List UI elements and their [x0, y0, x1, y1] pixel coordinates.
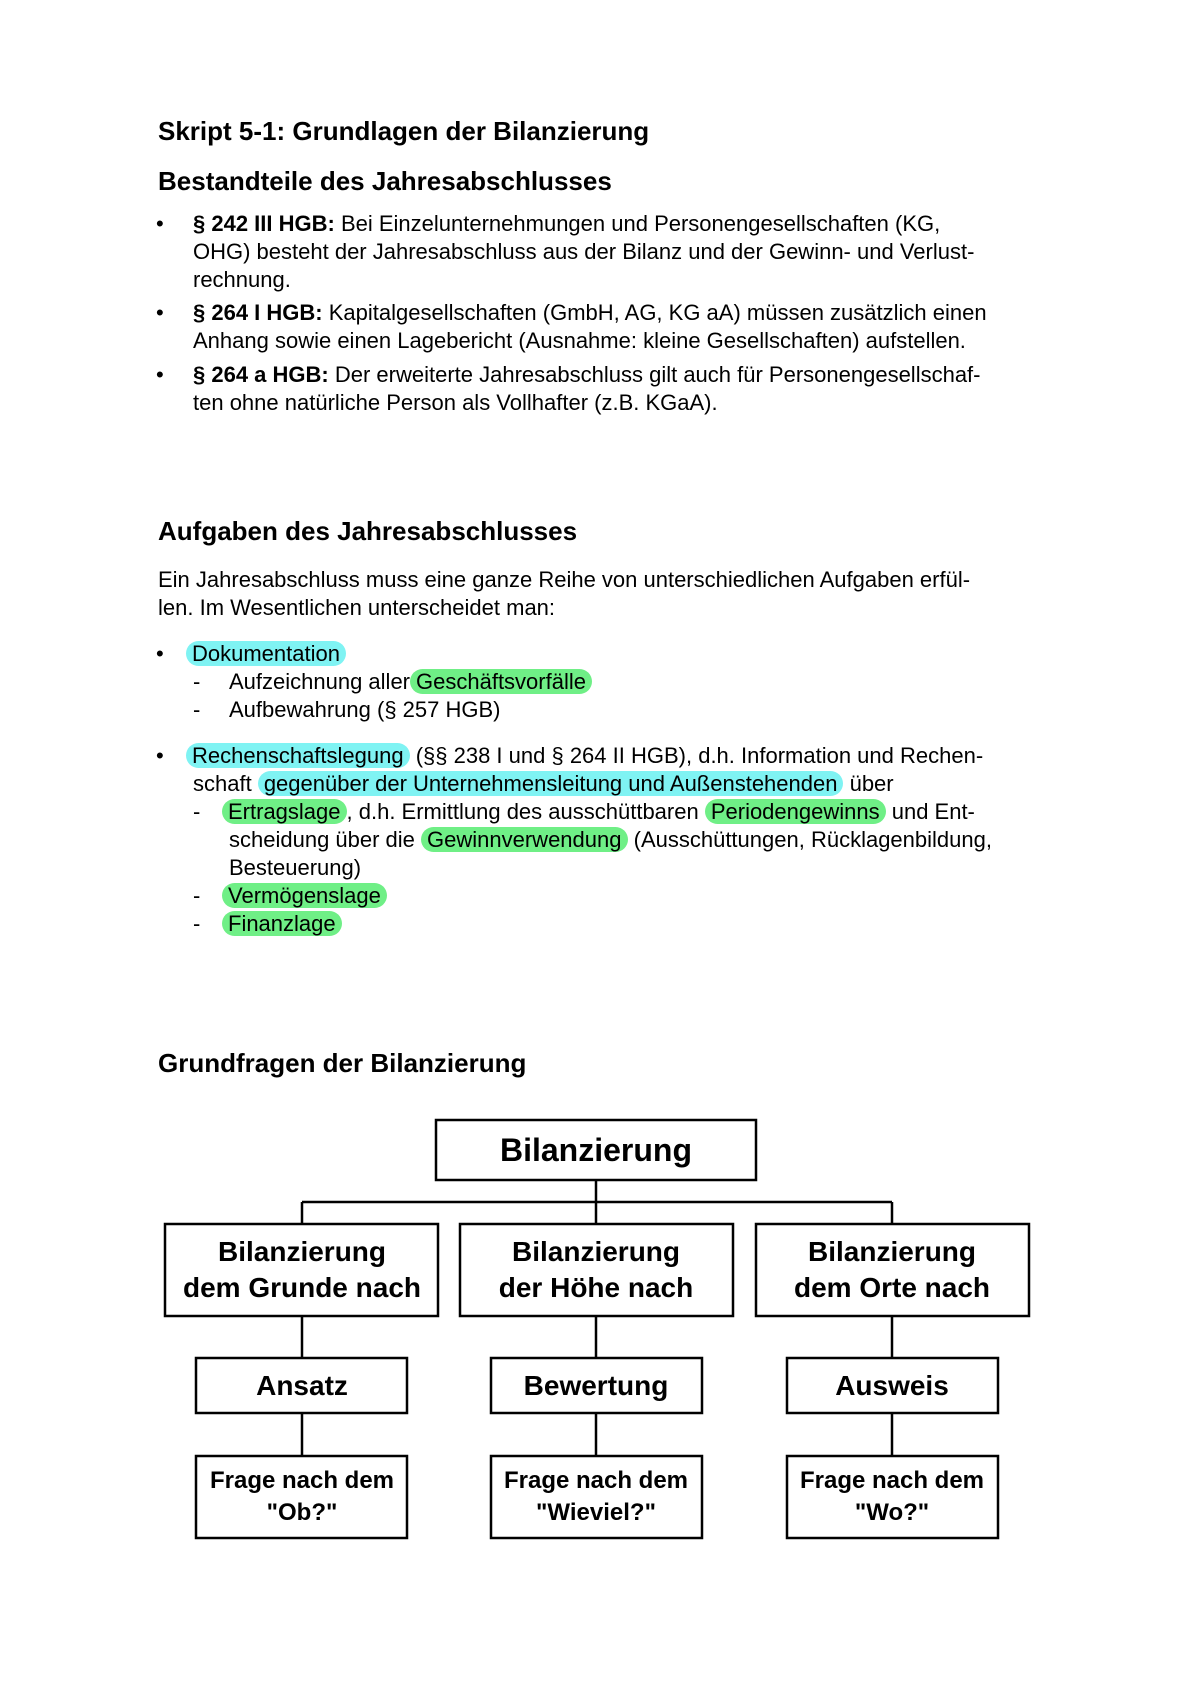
list-item-line: Anhang sowie einen Lagebericht (Ausnahme: kleine Gesellschaften) aufstellen.: [193, 328, 966, 353]
box-label: Frage nach dem: [503, 1467, 689, 1494]
bullet-icon: •: [156, 211, 164, 236]
sub-item-line: scheidung über die Gewinnverwendung (Ausschüttungen, Rücklagenbildung,: [229, 827, 992, 852]
highlight-dokumentation: Dokumentation: [186, 641, 346, 666]
box-label: Bilanzierung: [807, 1236, 977, 1267]
sub-item: Aufbewahrung (§ 257 HGB): [229, 697, 501, 722]
dash-icon: -: [193, 911, 201, 936]
box-label: Frage nach dem: [799, 1467, 985, 1494]
box-label: dem Grunde nach: [182, 1272, 422, 1303]
sub-item: Aufzeichnung aller Geschäftsvorfälle: [229, 668, 592, 696]
dash-icon: -: [193, 883, 201, 908]
box-label: Bilanzierung: [217, 1236, 387, 1267]
sub-item-line: Besteuerung): [229, 855, 362, 880]
intro-line: Ein Jahresabschluss muss eine ganze Reihe von unterschiedlichen Aufgaben erfül-: [158, 567, 971, 592]
highlight-ertragslage: Ertragslage: [222, 799, 347, 824]
list-item: § 264 I HGB: Kapitalgesellschaften (GmbH, AG, KG aA) müssen zusätzlich einen: [193, 300, 987, 325]
box-label: Bilanzierung: [511, 1236, 681, 1267]
intro-line: len. Im Wesentlichen unterscheidet man:: [158, 595, 556, 620]
highlight-gewinnverwendung: Gewinnverwendung: [421, 827, 627, 852]
highlight-periodengewinns: Periodengewinns: [705, 799, 886, 824]
box-label: dem Orte nach: [793, 1272, 991, 1303]
dash-icon: -: [193, 799, 201, 824]
bullet-icon: •: [156, 641, 164, 666]
bullet-icon: •: [156, 362, 164, 387]
list-item-line: ten ohne natürliche Person als Vollhafter (z.B. KGaA).: [193, 390, 718, 415]
list-item: § 264 a HGB: Der erweiterte Jahresabschluss gilt auch für Personengesellschaf-: [193, 362, 981, 387]
highlight-geschaeftsvorfaelle: Geschäftsvorfälle: [410, 669, 592, 694]
box-label: Ansatz: [256, 1370, 348, 1401]
list-item-line: rechnung.: [193, 267, 291, 292]
sub-item-ertragslage: Ertragslage , d.h. Ermittlung des ausschüttbaren Periodengewinns und Ent-: [222, 798, 975, 826]
section-heading-aufgaben: Aufgaben des Jahresabschlusses: [158, 516, 578, 546]
bullet-icon: •: [156, 743, 164, 768]
list-item-line: OHG) besteht der Jahresabschluss aus der Bilanz und der Gewinn- und Verlust-: [193, 239, 975, 264]
box-label: "Ob?": [266, 1499, 338, 1526]
highlight-gegenueber: gegenüber der Unternehmensleitung und Außenstehenden: [258, 771, 844, 796]
dash-icon: -: [193, 697, 201, 722]
box-label: Frage nach dem: [209, 1467, 395, 1494]
list-item-line: schaft gegenüber der Unternehmensleitung und Außenstehenden über: [193, 771, 894, 796]
box-label: Bewertung: [523, 1370, 669, 1401]
highlight-rechenschaftslegung: Rechenschaftslegung: [186, 743, 410, 768]
dash-icon: -: [193, 669, 201, 694]
box-label: Ausweis: [835, 1370, 949, 1401]
root-label: Bilanzierung: [499, 1132, 693, 1168]
highlight-vermoegenslage: Vermögenslage: [222, 883, 387, 908]
box-label: der Höhe nach: [498, 1272, 694, 1303]
section-heading-grundfragen: Grundfragen der Bilanzierung: [158, 1048, 527, 1078]
list-item: § 242 III HGB: Bei Einzelunternehmungen und Personengesellschaften (KG,: [193, 211, 941, 236]
box-label: "Wo?": [854, 1499, 930, 1526]
list-item-rechenschaft: Rechenschaftslegung (§§ 238 I und § 264 II HGB), d.h. Information und Rechen-: [186, 742, 983, 770]
highlight-finanzlage: Finanzlage: [222, 911, 342, 936]
section-heading-bestandteile: Bestandteile des Jahresabschlusses: [158, 166, 612, 196]
box-label: "Wieviel?": [536, 1499, 656, 1526]
page-title: Skript 5-1: Grundlagen der Bilanzierung: [158, 116, 650, 146]
bullet-icon: •: [156, 300, 164, 325]
